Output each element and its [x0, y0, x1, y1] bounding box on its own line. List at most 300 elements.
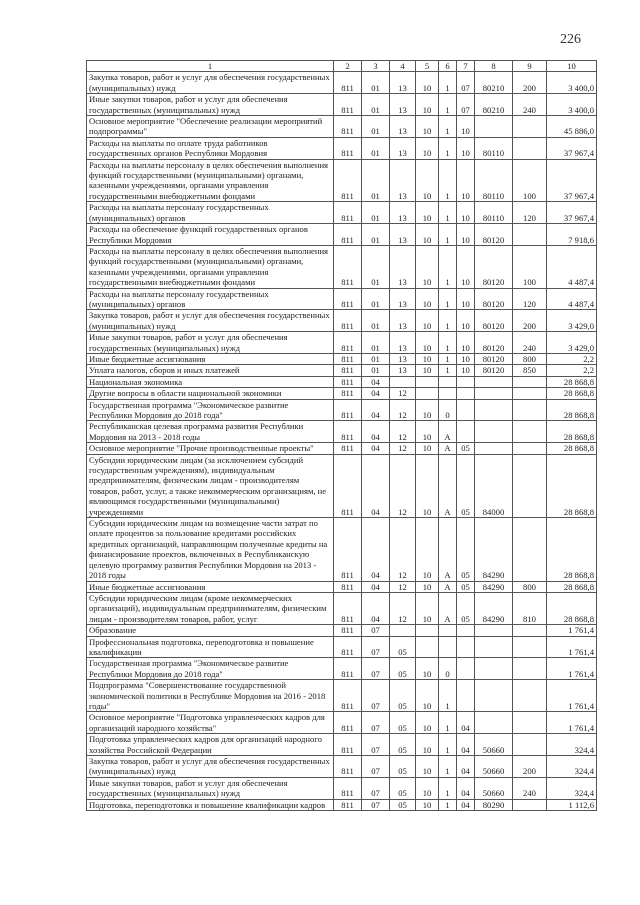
- cell-direction: 80110: [475, 159, 513, 202]
- table-row: [87, 518, 597, 581]
- cell-expense-type: [513, 625, 547, 636]
- cell-amount: 324,4: [547, 734, 597, 756]
- cell-subprogram: А: [439, 454, 457, 517]
- cell-program: 10: [416, 658, 439, 680]
- cell-subsection: 13: [390, 159, 416, 202]
- cell-direction: 50660: [475, 734, 513, 756]
- cell-ministry: 811: [334, 365, 362, 376]
- cell-activity: 10: [457, 332, 475, 354]
- column-header: 5: [416, 61, 439, 72]
- cell-subsection: 13: [390, 202, 416, 224]
- cell-direction: [475, 658, 513, 680]
- cell-subsection: 12: [390, 518, 416, 581]
- cell-expense-type: [513, 518, 547, 581]
- row-name: Основное мероприятие "Подготовка управленческих кадров для организаций народного хозяйства": [87, 712, 334, 734]
- cell-subsection: 05: [390, 680, 416, 712]
- cell-subsection: 12: [390, 399, 416, 421]
- cell-ministry: 811: [334, 658, 362, 680]
- row-name: Закупка товаров, работ и услуг для обеспечения государственных (муниципальных) нужд: [87, 756, 334, 778]
- cell-ministry: 811: [334, 399, 362, 421]
- cell-direction: 80290: [475, 799, 513, 810]
- cell-section: 07: [362, 777, 390, 799]
- cell-program: [416, 376, 439, 387]
- cell-section: 04: [362, 421, 390, 443]
- cell-program: 10: [416, 353, 439, 364]
- cell-section: 04: [362, 581, 390, 592]
- cell-subsection: [390, 625, 416, 636]
- row-name: Субсидии юридическим лицам на возмещение части затрат по оплате процентов за пользование кредитами российских кредитных организаций, направляющим полученные кредиты на финансирование проектов, включенных в Республиканскую целевую программу развития Республики Мордовия на 2013 - 2018 годы: [87, 518, 334, 581]
- cell-expense-type: [513, 137, 547, 159]
- cell-ministry: 811: [334, 799, 362, 810]
- table-row: [87, 202, 597, 224]
- cell-direction: 84000: [475, 454, 513, 517]
- cell-direction: [475, 421, 513, 443]
- cell-subsection: 13: [390, 288, 416, 310]
- cell-subprogram: 1: [439, 799, 457, 810]
- table-row: [87, 443, 597, 454]
- cell-subprogram: 1: [439, 245, 457, 288]
- cell-activity: [457, 388, 475, 399]
- row-name: Основное мероприятие "Обеспечение реализации мероприятий подпрограммы": [87, 116, 334, 138]
- cell-activity: 05: [457, 581, 475, 592]
- cell-section: 01: [362, 159, 390, 202]
- cell-expense-type: [513, 421, 547, 443]
- cell-direction: 80210: [475, 72, 513, 94]
- cell-amount: 1 761,4: [547, 712, 597, 734]
- cell-section: 04: [362, 388, 390, 399]
- cell-activity: 04: [457, 799, 475, 810]
- cell-direction: 80120: [475, 365, 513, 376]
- cell-program: 10: [416, 332, 439, 354]
- cell-activity: 10: [457, 159, 475, 202]
- cell-subsection: 05: [390, 658, 416, 680]
- cell-section: 01: [362, 72, 390, 94]
- cell-program: 10: [416, 454, 439, 517]
- cell-ministry: 811: [334, 421, 362, 443]
- cell-ministry: 811: [334, 680, 362, 712]
- cell-activity: [457, 680, 475, 712]
- cell-amount: 28 868,8: [547, 399, 597, 421]
- cell-activity: [457, 421, 475, 443]
- cell-direction: 84290: [475, 581, 513, 592]
- cell-subprogram: А: [439, 443, 457, 454]
- table-row: [87, 376, 597, 387]
- cell-program: 10: [416, 224, 439, 246]
- cell-subprogram: 0: [439, 399, 457, 421]
- cell-direction: [475, 712, 513, 734]
- cell-amount: 28 868,8: [547, 518, 597, 581]
- cell-amount: 324,4: [547, 756, 597, 778]
- cell-section: 07: [362, 734, 390, 756]
- table-row: [87, 680, 597, 712]
- cell-subprogram: 1: [439, 202, 457, 224]
- cell-activity: 05: [457, 454, 475, 517]
- cell-subsection: 13: [390, 353, 416, 364]
- cell-activity: 05: [457, 592, 475, 624]
- cell-direction: [475, 116, 513, 138]
- cell-subsection: 13: [390, 245, 416, 288]
- cell-expense-type: [513, 399, 547, 421]
- row-name: Расходы на выплаты персоналу в целях обеспечения выполнения функций государственными (муниципальными) органами, казенными учреждениями, органами управления государственными внебюджетными фондами: [87, 159, 334, 202]
- cell-subsection: 05: [390, 777, 416, 799]
- cell-ministry: 811: [334, 636, 362, 658]
- cell-subprogram: А: [439, 592, 457, 624]
- row-name: Субсидии юридическим лицам (за исключением субсидий государственным учреждениям), индивидуальным предпринимателям, физическим лицам - производителям товаров, работ, услуг, а также некоммерческим организациям, не являющимся государственными (муниципальными) учреждениями: [87, 454, 334, 517]
- cell-subprogram: 1: [439, 288, 457, 310]
- cell-expense-type: 240: [513, 332, 547, 354]
- cell-activity: 04: [457, 734, 475, 756]
- row-name: Расходы на выплаты персоналу в целях обеспечения выполнения функций государственными (муниципальными) органами, казенными учреждениями, органами управления государственными внебюджетными фондами: [87, 245, 334, 288]
- column-header: 2: [334, 61, 362, 72]
- cell-ministry: 811: [334, 777, 362, 799]
- table-row: [87, 636, 597, 658]
- cell-ministry: 811: [334, 712, 362, 734]
- row-name: Расходы на выплаты персоналу государственных (муниципальных) органов: [87, 202, 334, 224]
- cell-activity: 10: [457, 288, 475, 310]
- cell-section: 07: [362, 756, 390, 778]
- cell-program: 10: [416, 756, 439, 778]
- column-header: 1: [87, 61, 334, 72]
- cell-direction: 80110: [475, 202, 513, 224]
- cell-amount: 2,2: [547, 365, 597, 376]
- row-name: Расходы на выплаты по оплате труда работников государственных органов Республики Мордовия: [87, 137, 334, 159]
- cell-expense-type: [513, 376, 547, 387]
- cell-section: 01: [362, 245, 390, 288]
- cell-expense-type: 100: [513, 159, 547, 202]
- cell-subsection: 12: [390, 421, 416, 443]
- cell-amount: 45 886,0: [547, 116, 597, 138]
- cell-direction: 84290: [475, 518, 513, 581]
- cell-amount: 28 868,8: [547, 421, 597, 443]
- cell-expense-type: 100: [513, 245, 547, 288]
- cell-program: 10: [416, 799, 439, 810]
- cell-section: 04: [362, 454, 390, 517]
- cell-ministry: 811: [334, 581, 362, 592]
- cell-program: 10: [416, 159, 439, 202]
- cell-section: 07: [362, 658, 390, 680]
- cell-subprogram: А: [439, 518, 457, 581]
- cell-subprogram: 1: [439, 680, 457, 712]
- cell-amount: 1 761,4: [547, 680, 597, 712]
- cell-amount: 37 967,4: [547, 202, 597, 224]
- table-row: [87, 712, 597, 734]
- cell-section: 07: [362, 799, 390, 810]
- cell-expense-type: 120: [513, 202, 547, 224]
- column-header: 4: [390, 61, 416, 72]
- cell-amount: 3 429,0: [547, 332, 597, 354]
- cell-ministry: 811: [334, 202, 362, 224]
- cell-direction: [475, 388, 513, 399]
- cell-amount: 4 487,4: [547, 288, 597, 310]
- cell-activity: 04: [457, 712, 475, 734]
- table-row: [87, 625, 597, 636]
- cell-subsection: 12: [390, 592, 416, 624]
- cell-section: 01: [362, 288, 390, 310]
- cell-subsection: 05: [390, 756, 416, 778]
- cell-section: 04: [362, 399, 390, 421]
- cell-subprogram: 1: [439, 72, 457, 94]
- table-row: [87, 365, 597, 376]
- column-header: 10: [547, 61, 597, 72]
- cell-subprogram: 1: [439, 734, 457, 756]
- table-row: [87, 224, 597, 246]
- cell-subprogram: [439, 376, 457, 387]
- row-name: Национальная экономика: [87, 376, 334, 387]
- table-row: [87, 777, 597, 799]
- cell-program: 10: [416, 310, 439, 332]
- cell-ministry: 811: [334, 288, 362, 310]
- cell-direction: [475, 399, 513, 421]
- cell-ministry: 811: [334, 756, 362, 778]
- column-header: 7: [457, 61, 475, 72]
- cell-activity: 10: [457, 365, 475, 376]
- cell-expense-type: 810: [513, 592, 547, 624]
- cell-expense-type: 200: [513, 756, 547, 778]
- cell-section: 04: [362, 592, 390, 624]
- page-number: 226: [560, 32, 581, 47]
- cell-section: 01: [362, 94, 390, 116]
- cell-subprogram: [439, 388, 457, 399]
- cell-expense-type: 800: [513, 581, 547, 592]
- cell-expense-type: [513, 799, 547, 810]
- cell-amount: 324,4: [547, 777, 597, 799]
- cell-subsection: 05: [390, 799, 416, 810]
- cell-ministry: 811: [334, 388, 362, 399]
- cell-ministry: 811: [334, 310, 362, 332]
- cell-activity: 10: [457, 137, 475, 159]
- cell-subprogram: 1: [439, 353, 457, 364]
- cell-ministry: 811: [334, 137, 362, 159]
- cell-subprogram: 1: [439, 224, 457, 246]
- cell-subsection: 05: [390, 636, 416, 658]
- row-name: Государственная программа "Экономическое развитие Республики Мордовия до 2018 года": [87, 399, 334, 421]
- cell-program: 10: [416, 680, 439, 712]
- cell-program: 10: [416, 712, 439, 734]
- cell-section: 01: [362, 365, 390, 376]
- cell-amount: 3 429,0: [547, 310, 597, 332]
- cell-subsection: 05: [390, 734, 416, 756]
- cell-amount: 7 918,6: [547, 224, 597, 246]
- cell-ministry: 811: [334, 94, 362, 116]
- cell-ministry: 811: [334, 592, 362, 624]
- row-name: Закупка товаров, работ и услуг для обеспечения государственных (муниципальных) нужд: [87, 72, 334, 94]
- cell-amount: 3 400,0: [547, 94, 597, 116]
- cell-subprogram: 1: [439, 332, 457, 354]
- table-row: [87, 310, 597, 332]
- cell-ministry: 811: [334, 625, 362, 636]
- cell-program: 10: [416, 777, 439, 799]
- cell-program: 10: [416, 365, 439, 376]
- table-body: [87, 72, 597, 811]
- cell-amount: 1 761,4: [547, 658, 597, 680]
- cell-program: [416, 388, 439, 399]
- cell-amount: 28 868,8: [547, 454, 597, 517]
- cell-expense-type: [513, 454, 547, 517]
- cell-subsection: 13: [390, 137, 416, 159]
- column-header: 3: [362, 61, 390, 72]
- cell-amount: 37 967,4: [547, 159, 597, 202]
- cell-amount: 4 487,4: [547, 245, 597, 288]
- row-name: Образование: [87, 625, 334, 636]
- cell-direction: 80120: [475, 332, 513, 354]
- cell-program: 10: [416, 72, 439, 94]
- cell-section: 07: [362, 625, 390, 636]
- cell-activity: 10: [457, 310, 475, 332]
- table-row: [87, 592, 597, 624]
- cell-amount: 2,2: [547, 353, 597, 364]
- cell-expense-type: 240: [513, 94, 547, 116]
- cell-section: 07: [362, 636, 390, 658]
- row-name: Закупка товаров, работ и услуг для обеспечения государственных (муниципальных) нужд: [87, 310, 334, 332]
- column-header: 9: [513, 61, 547, 72]
- cell-activity: [457, 625, 475, 636]
- cell-ministry: 811: [334, 332, 362, 354]
- cell-subsection: 05: [390, 712, 416, 734]
- cell-activity: 04: [457, 777, 475, 799]
- cell-section: 07: [362, 712, 390, 734]
- cell-ministry: 811: [334, 443, 362, 454]
- cell-program: [416, 636, 439, 658]
- cell-subsection: 12: [390, 454, 416, 517]
- cell-subprogram: 1: [439, 94, 457, 116]
- cell-subsection: 12: [390, 388, 416, 399]
- cell-program: 10: [416, 116, 439, 138]
- row-name: Основное мероприятие "Прочие производственные проекты": [87, 443, 334, 454]
- cell-subprogram: 1: [439, 310, 457, 332]
- cell-subsection: 13: [390, 365, 416, 376]
- cell-ministry: 811: [334, 376, 362, 387]
- cell-expense-type: [513, 224, 547, 246]
- table-row: [87, 399, 597, 421]
- cell-direction: 50660: [475, 756, 513, 778]
- cell-program: 10: [416, 202, 439, 224]
- cell-subprogram: 1: [439, 777, 457, 799]
- table-row: [87, 734, 597, 756]
- table-row: [87, 799, 597, 810]
- cell-activity: 10: [457, 116, 475, 138]
- cell-program: 10: [416, 443, 439, 454]
- row-name: Иные закупки товаров, работ и услуг для обеспечения государственных (муниципальных) нужд: [87, 94, 334, 116]
- cell-ministry: 811: [334, 353, 362, 364]
- cell-expense-type: 850: [513, 365, 547, 376]
- cell-amount: 28 868,8: [547, 443, 597, 454]
- cell-program: [416, 625, 439, 636]
- cell-program: 10: [416, 94, 439, 116]
- row-name: Подготовка управленческих кадров для организаций народного хозяйства Российской Федерации: [87, 734, 334, 756]
- cell-activity: 10: [457, 245, 475, 288]
- cell-expense-type: 800: [513, 353, 547, 364]
- cell-ministry: 811: [334, 224, 362, 246]
- cell-subsection: 13: [390, 116, 416, 138]
- cell-subsection: [390, 376, 416, 387]
- cell-ministry: 811: [334, 518, 362, 581]
- cell-amount: 28 868,8: [547, 388, 597, 399]
- column-header: 6: [439, 61, 457, 72]
- cell-activity: [457, 399, 475, 421]
- cell-subprogram: 1: [439, 137, 457, 159]
- cell-section: 01: [362, 116, 390, 138]
- cell-section: 04: [362, 518, 390, 581]
- row-name: Субсидии юридическим лицам (кроме некоммерческих организаций), индивидуальным предпринимателям, физическим лицам - производителям товаров, работ, услуг: [87, 592, 334, 624]
- cell-expense-type: [513, 636, 547, 658]
- cell-direction: 80110: [475, 137, 513, 159]
- cell-expense-type: [513, 443, 547, 454]
- row-name: Другие вопросы в области национальной экономики: [87, 388, 334, 399]
- cell-subsection: 13: [390, 72, 416, 94]
- row-name: Расходы на обеспечение функций государственных органов Республики Мордовия: [87, 224, 334, 246]
- cell-section: 07: [362, 680, 390, 712]
- row-name: Республиканская целевая программа развития Республики Мордовия на 2013 - 2018 годы: [87, 421, 334, 443]
- cell-section: 01: [362, 310, 390, 332]
- cell-direction: 84290: [475, 592, 513, 624]
- cell-expense-type: [513, 680, 547, 712]
- cell-amount: 3 400,0: [547, 72, 597, 94]
- row-name: Иные бюджетные ассигнования: [87, 353, 334, 364]
- table-row: [87, 388, 597, 399]
- row-name: Иные закупки товаров, работ и услуг для обеспечения государственных (муниципальных) нужд: [87, 332, 334, 354]
- cell-activity: 10: [457, 202, 475, 224]
- cell-section: 01: [362, 353, 390, 364]
- cell-expense-type: 240: [513, 777, 547, 799]
- cell-subprogram: 1: [439, 756, 457, 778]
- table-row: [87, 581, 597, 592]
- column-header: 8: [475, 61, 513, 72]
- cell-direction: [475, 636, 513, 658]
- row-name: Уплата налогов, сборов и иных платежей: [87, 365, 334, 376]
- table-row: [87, 756, 597, 778]
- row-name: Государственная программа "Экономическое развитие Республики Мордовия до 2018 года": [87, 658, 334, 680]
- cell-expense-type: [513, 116, 547, 138]
- table-header-row: [87, 61, 597, 72]
- cell-amount: 28 868,8: [547, 592, 597, 624]
- table-row: [87, 353, 597, 364]
- table-row: [87, 454, 597, 517]
- table-row: [87, 159, 597, 202]
- cell-subprogram: 1: [439, 365, 457, 376]
- cell-activity: 05: [457, 518, 475, 581]
- cell-direction: 80120: [475, 353, 513, 364]
- cell-expense-type: 200: [513, 310, 547, 332]
- cell-direction: 80120: [475, 224, 513, 246]
- cell-amount: 28 868,8: [547, 581, 597, 592]
- cell-program: 10: [416, 734, 439, 756]
- table-row: [87, 72, 597, 94]
- cell-activity: 04: [457, 756, 475, 778]
- cell-amount: 1 112,6: [547, 799, 597, 810]
- cell-direction: 80210: [475, 94, 513, 116]
- cell-subprogram: А: [439, 421, 457, 443]
- cell-direction: [475, 443, 513, 454]
- cell-program: 10: [416, 288, 439, 310]
- cell-section: 04: [362, 443, 390, 454]
- cell-amount: 1 761,4: [547, 636, 597, 658]
- cell-program: 10: [416, 592, 439, 624]
- table-row: [87, 116, 597, 138]
- cell-program: 10: [416, 137, 439, 159]
- table-row: [87, 94, 597, 116]
- cell-program: 10: [416, 581, 439, 592]
- cell-activity: [457, 376, 475, 387]
- cell-direction: [475, 625, 513, 636]
- cell-subsection: 13: [390, 224, 416, 246]
- cell-activity: 07: [457, 94, 475, 116]
- row-name: Иные бюджетные ассигнования: [87, 581, 334, 592]
- cell-expense-type: 200: [513, 72, 547, 94]
- cell-expense-type: [513, 388, 547, 399]
- cell-subprogram: 1: [439, 159, 457, 202]
- cell-direction: 80120: [475, 310, 513, 332]
- cell-section: 01: [362, 224, 390, 246]
